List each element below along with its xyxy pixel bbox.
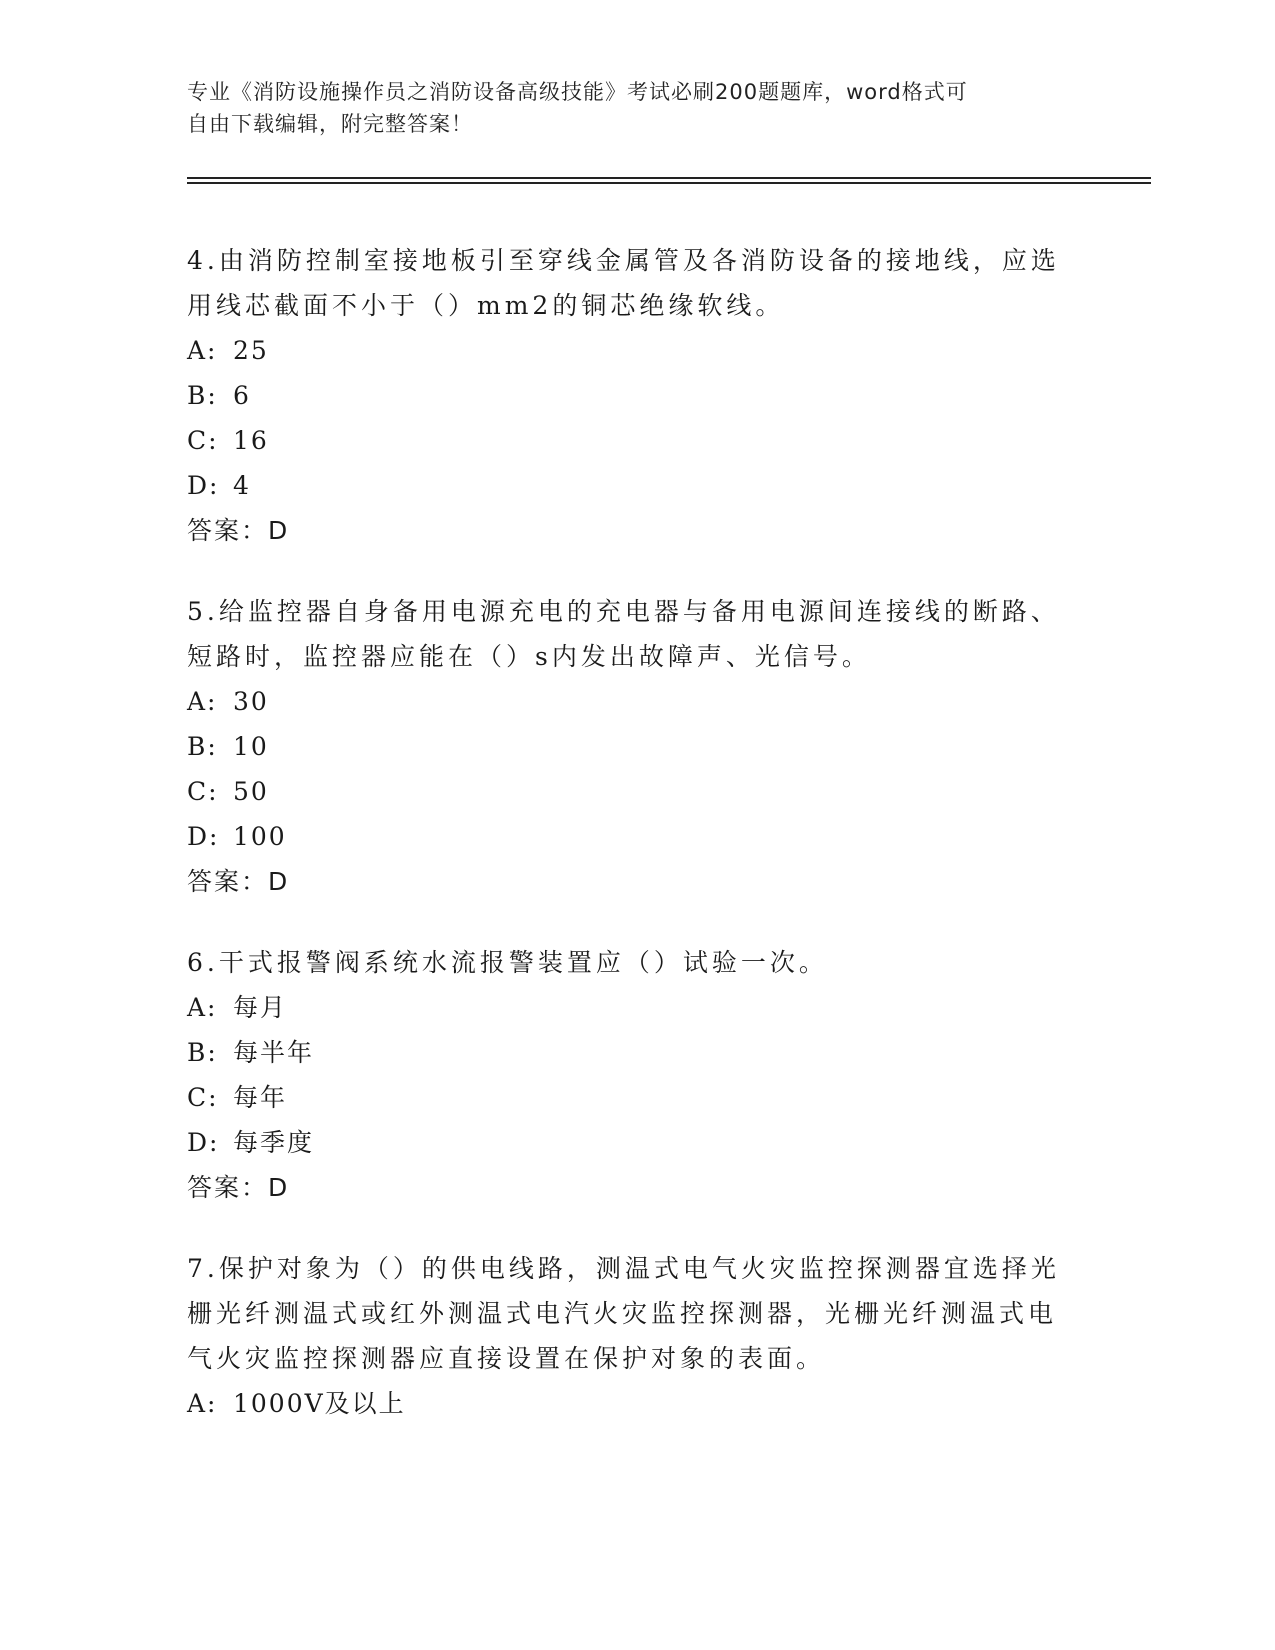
option-value: 每半年 (233, 1038, 315, 1067)
question-4 (187, 238, 1067, 553)
answer-label: 答案：D (187, 1173, 290, 1202)
option-value: 16 (233, 426, 269, 455)
option-d (187, 463, 1067, 508)
option-letter: C: (187, 1083, 219, 1112)
option-c (187, 1075, 1067, 1120)
option-b (187, 373, 1067, 418)
question-list (187, 238, 1067, 1462)
option-a (187, 679, 1067, 724)
header-divider-top (187, 177, 1151, 179)
option-b (187, 1030, 1067, 1075)
question-text-line: 5.给监控器自身备用电源充电的充电器与备用电源间连接线的断路、 (187, 597, 1060, 626)
option-a (187, 1381, 1067, 1426)
option-value: 每月 (233, 993, 288, 1022)
option-value: 100 (233, 822, 287, 851)
option-letter: A: (187, 1389, 218, 1418)
answer-label: 答案：D (187, 516, 290, 545)
option-letter: B: (187, 732, 218, 761)
question-text-line: 用线芯截面不小于（）mm2的铜芯绝缘软线。 (187, 291, 785, 320)
option-value: 每季度 (233, 1128, 315, 1157)
option-letter: D: (187, 1128, 220, 1157)
question-text-line: 4.由消防控制室接地板引至穿线金属管及各消防设备的接地线，应选 (187, 246, 1060, 275)
option-value: 6 (233, 381, 251, 410)
question-text-line: 6.干式报警阀系统水流报警装置应（）试验一次。 (187, 948, 828, 977)
option-a (187, 328, 1067, 373)
option-a (187, 985, 1067, 1030)
option-letter: B: (187, 1038, 218, 1067)
question-text-line: 气火灾监控探测器应直接设置在保护对象的表面。 (187, 1344, 826, 1373)
option-b (187, 724, 1067, 769)
option-letter: D: (187, 471, 220, 500)
question-5 (187, 589, 1067, 904)
option-d (187, 814, 1067, 859)
option-value: 30 (233, 687, 269, 716)
option-letter: B: (187, 381, 218, 410)
option-c (187, 769, 1067, 814)
header-line-2: 自由下载编辑，附完整答案！ (187, 112, 473, 136)
option-letter: A: (187, 687, 218, 716)
option-letter: C: (187, 777, 219, 806)
header-divider-bottom (187, 182, 1151, 184)
option-d (187, 1120, 1067, 1165)
answer-label: 答案：D (187, 867, 290, 896)
option-letter: A: (187, 993, 218, 1022)
question-7 (187, 1246, 1067, 1426)
question-text (187, 1246, 1067, 1381)
option-c (187, 418, 1067, 463)
question-6 (187, 940, 1067, 1210)
question-text-line: 7.保护对象为（）的供电线路，测温式电气火灾监控探测器宜选择光 (187, 1254, 1060, 1283)
question-text-line: 栅光纤测温式或红外测温式电汽火灾监控探测器，光栅光纤测温式电 (187, 1299, 1058, 1328)
option-value: 1000V及以上 (233, 1389, 406, 1418)
question-text (187, 238, 1067, 328)
option-value: 50 (233, 777, 269, 806)
question-text (187, 940, 1067, 985)
header-line-1: 专业《消防设施操作员之消防设备高级技能》考试必刷200题题库，word格式可 (187, 80, 968, 104)
option-value: 每年 (233, 1083, 288, 1112)
option-letter: A: (187, 336, 218, 365)
option-value: 4 (233, 471, 251, 500)
option-letter: D: (187, 822, 220, 851)
question-text (187, 589, 1067, 679)
option-letter: C: (187, 426, 219, 455)
option-value: 10 (233, 732, 269, 761)
option-value: 25 (233, 336, 269, 365)
document-header (187, 76, 1067, 140)
question-text-line: 短路时，监控器应能在（）s内发出故障声、光信号。 (187, 642, 871, 671)
